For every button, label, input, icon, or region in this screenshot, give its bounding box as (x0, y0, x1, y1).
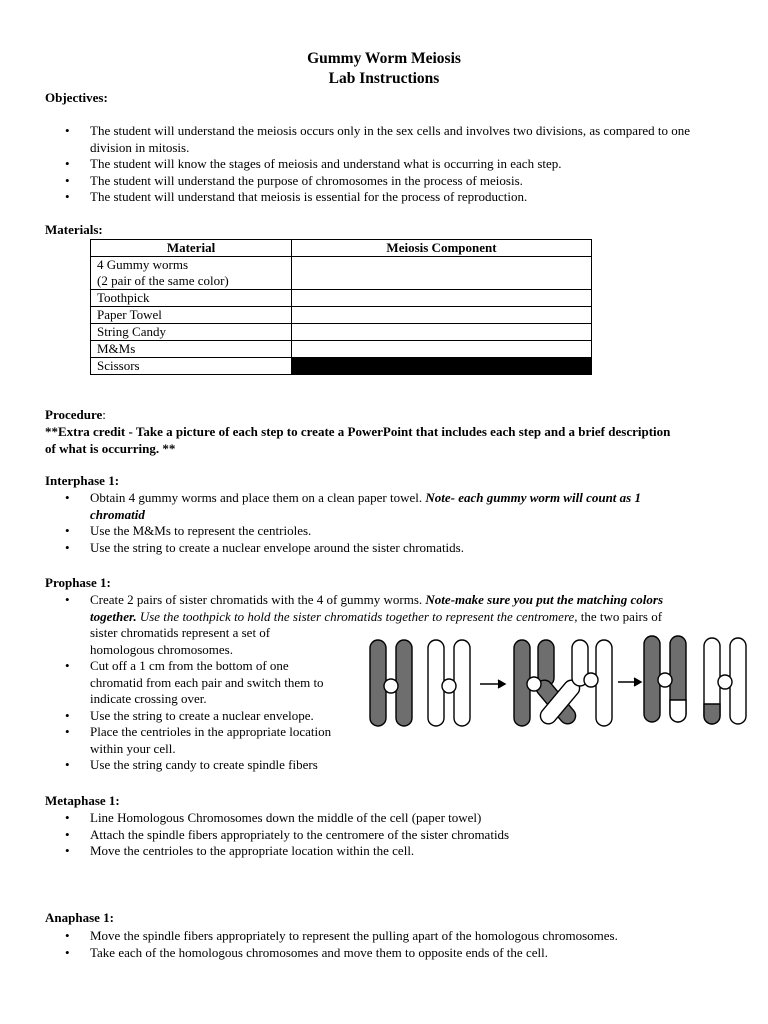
chromatid-white (428, 640, 444, 726)
list-item: • Attach the spindle fibers appropriately to the centromere of the sister chromatids (45, 827, 735, 844)
material-cell: Paper Towel (91, 307, 292, 324)
table-row (91, 358, 592, 375)
extra-credit-note: **Extra credit - Take a picture of each step to create a PowerPoint that includes each step and a brief description of what is occurring. ** (45, 424, 671, 456)
component-cell (292, 257, 592, 290)
table-row (91, 290, 592, 307)
materials-heading: Materials: (45, 222, 103, 237)
component-cell (292, 341, 592, 358)
centromere (384, 679, 398, 693)
material-cell: M&Ms (91, 341, 292, 358)
anaphase-heading: Anaphase 1: (45, 910, 114, 925)
crossing-over-diagram (364, 628, 752, 736)
objectives-heading: Objectives: (45, 90, 108, 105)
list-item: • Move the centrioles to the appropriate location within the cell. (45, 843, 735, 860)
materials-table (90, 239, 592, 375)
procedure-heading: Procedure: (45, 407, 106, 422)
table-row (91, 324, 592, 341)
chromatid-white (596, 640, 612, 726)
material-cell: Scissors (91, 358, 292, 375)
chromatid-shaded (370, 640, 386, 726)
list-item: • Place the centrioles in the appropriate location within your cell. (45, 724, 735, 757)
list-item: • Use the M&Ms to represent the centrioles. (45, 523, 735, 540)
objectives-list (45, 123, 715, 206)
chromatid-white (454, 640, 470, 726)
table-row (91, 341, 592, 358)
material-cell: String Candy (91, 324, 292, 341)
list-item: • Use the string to create a nuclear envelope around the sister chromatids. (45, 540, 735, 557)
list-item: • Use the string candy to create spindle fibers (45, 757, 735, 774)
centromere (527, 677, 541, 691)
chromatid-shaded (396, 640, 412, 726)
table-row (91, 257, 592, 290)
component-cell (292, 324, 592, 341)
interphase-heading: Interphase 1: (45, 473, 120, 488)
column-header-component: Meiosis Component (292, 240, 592, 257)
component-cell (292, 290, 592, 307)
list-item: • Create 2 pairs of sister chromatids with the 4 of gummy worms. Note-make sure you put the matching colors together. Use the toothpick to hold the sister chromatids together to represent the centromere, the two pairs of sister chromatids represent a set of homologous chromosomes. (45, 592, 735, 658)
list-item: • The student will understand the meiosis occurs only in the sex cells and involves two divisions, as compared to one division in mitosis. (45, 123, 715, 156)
list-item: • Take each of the homologous chromosomes and move them to opposite ends of the cell. (45, 945, 745, 962)
page-title: Gummy Worm Meiosis (307, 50, 461, 67)
centromere (658, 673, 672, 687)
metaphase-heading: Metaphase 1: (45, 793, 120, 808)
interphase-list (45, 490, 735, 556)
metaphase-list (45, 810, 735, 860)
chromatid-shaded (538, 640, 554, 686)
list-item: • The student will understand the purpose of chromosomes in the process of meiosis. (45, 173, 715, 190)
centromere (442, 679, 456, 693)
table-header-row (91, 240, 592, 257)
table-row (91, 307, 592, 324)
page-subtitle: Lab Instructions (328, 70, 440, 87)
list-item: • The student will know the stages of meiosis and understand what is occurring in each step. (45, 156, 715, 173)
list-item: • Line Homologous Chromosomes down the middle of the cell (paper towel) (45, 810, 735, 827)
component-cell-blacked-out (292, 358, 592, 375)
prophase-heading: Prophase 1: (45, 575, 111, 590)
list-item: • Cut off a 1 cm from the bottom of one chromatid from each pair and switch them to indicate crossing over. (45, 658, 735, 708)
centromere (584, 673, 598, 687)
list-item: • Move the spindle fibers appropriately to represent the pulling apart of the homologous chromosomes. (45, 928, 745, 945)
component-cell (292, 307, 592, 324)
centromere (718, 675, 732, 689)
list-item: • The student will understand that meiosis is essential for the process of reproduction. (45, 189, 715, 206)
list-item: • Use the string to create a nuclear envelope. (45, 708, 735, 725)
material-cell: Toothpick (91, 290, 292, 307)
anaphase-list (45, 928, 745, 961)
material-cell: 4 Gummy worms (2 pair of the same color) (91, 257, 292, 290)
list-item: • Obtain 4 gummy worms and place them on a clean paper towel. Note- each gummy worm will count as 1 chromatid (45, 490, 735, 523)
column-header-material: Material (91, 240, 292, 257)
